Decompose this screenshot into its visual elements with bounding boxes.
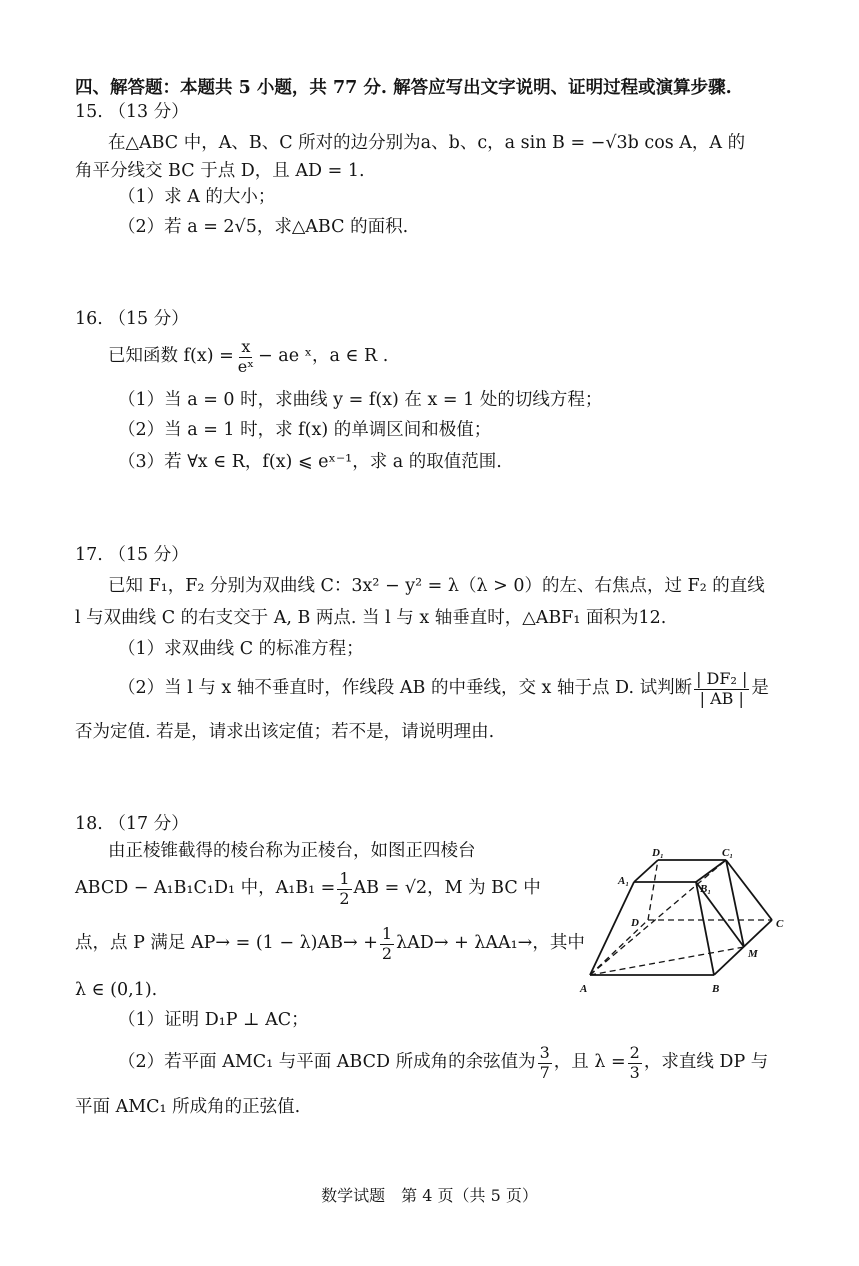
- label-C: C: [776, 918, 784, 930]
- q17-fraction: [694, 668, 749, 708]
- q16-intro-post: − ae ˣ，a ∈ R .: [258, 346, 389, 367]
- q15-part1: （1）求 A 的大小；: [118, 187, 276, 207]
- q17-part2-post: 是: [751, 678, 769, 699]
- section-heading: 四、解答题：本题共 5 小题，共 77 分. 解答应写出文字说明、证明过程或演算步骤.: [75, 78, 732, 98]
- q18-part2-cont: 平面 AMC₁ 所成角的正弦值.: [75, 1097, 301, 1117]
- q18-line2-post: AB = √2，M 为 BC 中: [353, 878, 541, 899]
- label-D: D: [631, 917, 639, 929]
- q18-line3-post: λAD→ + λAA₁→，其中: [396, 933, 585, 954]
- q18-part2-frac1-num: 3: [539, 1042, 550, 1062]
- label-B: B: [712, 983, 720, 995]
- q17-part2-pre: （2）当 l 与 x 轴不垂直时，作线段 AB 的中垂线，交 x 轴于点 D. 试判断: [118, 678, 693, 699]
- q17-line2: l 与双曲线 C 的右支交于 A, B 两点. 当 l 与 x 轴垂直时，△ABF₁ 面积为12.: [75, 608, 667, 628]
- q17-part2: [118, 668, 769, 710]
- q18-line2-frac-num: 1: [339, 868, 350, 888]
- label-M: M: [748, 948, 758, 960]
- q18-line2-frac-den: 2: [339, 888, 350, 908]
- q18-line3: [75, 922, 585, 966]
- q15-header: 15. （13 分）: [75, 102, 189, 122]
- q18-line3-frac-num: 1: [381, 923, 393, 943]
- q18-part2-frac2-num: 2: [629, 1042, 640, 1062]
- q18-part2: [118, 1040, 768, 1086]
- q17-part2-cont: 否为定值. 若是，请求出该定值；若不是，请说明理由.: [75, 722, 495, 742]
- q18-line2: [75, 867, 541, 911]
- label-D1: D₁: [652, 847, 664, 859]
- q17-frac-num: | DF₂ |: [696, 668, 748, 688]
- q18-part2-post: ，求直线 DP 与: [643, 1052, 769, 1073]
- hidden-line-AC1: [590, 860, 726, 975]
- q17-part1: （1）求双曲线 C 的标准方程；: [118, 639, 364, 659]
- q16-part3: （3）若 ∀x ∈ R，f(x) ⩽ eˣ⁻¹，求 a 的取值范围.: [118, 452, 502, 472]
- label-C1: C₁: [722, 847, 734, 859]
- q17-line1: 已知 F₁，F₂ 分别为双曲线 C：3x² − y² = λ（λ > 0）的左、右焦点，过 F₂ 的直线: [108, 576, 765, 596]
- q15-line2: 角平分线交 BC 于点 D，且 AD = 1.: [75, 161, 365, 181]
- q16-part2: （2）当 a = 1 时，求 f(x) 的单调区间和极值；: [118, 420, 492, 440]
- q18-part2-fraction-cos: [538, 1042, 552, 1082]
- q18-line3-fraction: [380, 923, 394, 963]
- edge-BB1: [696, 882, 714, 975]
- q18-line2-fraction: [337, 868, 351, 908]
- q16-intro-pre: 已知函数 f(x) =: [108, 346, 234, 367]
- q15-part2: （2）若 a = 2√5，求△ABC 的面积.: [118, 217, 409, 237]
- q16-part1: （1）当 a = 0 时，求曲线 y = f(x) 在 x = 1 处的切线方程；: [118, 390, 603, 410]
- q18-part1: （1）证明 D₁P ⊥ AC；: [118, 1010, 309, 1030]
- frustum-figure: [572, 840, 802, 1000]
- q18-part2-fraction-lambda: [628, 1042, 642, 1082]
- q16-header: 16. （15 分）: [75, 309, 189, 329]
- page-footer: 数学试题 第 4 页（共 5 页）: [321, 1186, 538, 1205]
- q16-frac-den: eˣ: [237, 356, 255, 376]
- q18-part2-mid: ，且 λ =: [553, 1052, 626, 1073]
- q16-intro: [108, 337, 388, 377]
- hidden-edge-AD: [590, 920, 648, 975]
- hidden-line-AM: [590, 947, 744, 975]
- q17-frac-den: | AB |: [699, 688, 744, 708]
- q18-header: 18. （17 分）: [75, 814, 189, 834]
- q18-line3-pre: 点，点 P 满足 AP→ = (1 − λ)AB→ +: [75, 933, 378, 954]
- q16-frac-num: x: [241, 336, 251, 356]
- q15-line1: 在△ABC 中，A、B、C 所对的边分别为a、b、c，a sin B = −√3b cos A，A 的: [108, 133, 746, 153]
- q18-part2-frac2-den: 3: [629, 1062, 640, 1082]
- q18-part2-pre: （2）若平面 AMC₁ 与平面 ABCD 所成角的余弦值为: [118, 1052, 536, 1073]
- q18-line1: 由正棱锥截得的棱台称为正棱台，如图正四棱台: [108, 841, 476, 861]
- label-A: A: [580, 983, 588, 995]
- q18-line2-pre: ABCD − A₁B₁C₁D₁ 中，A₁B₁ =: [75, 878, 336, 899]
- q18-part2-frac1-den: 7: [539, 1062, 550, 1082]
- q18-line3-frac-den: 2: [381, 943, 393, 963]
- edge-AA1: [590, 882, 634, 975]
- q17-header: 17. （15 分）: [75, 545, 189, 565]
- label-B1: B₁: [700, 883, 712, 895]
- q18-line4: λ ∈ (0,1).: [75, 980, 158, 1000]
- q16-fraction: [236, 336, 256, 376]
- label-A1: A₁: [618, 875, 630, 887]
